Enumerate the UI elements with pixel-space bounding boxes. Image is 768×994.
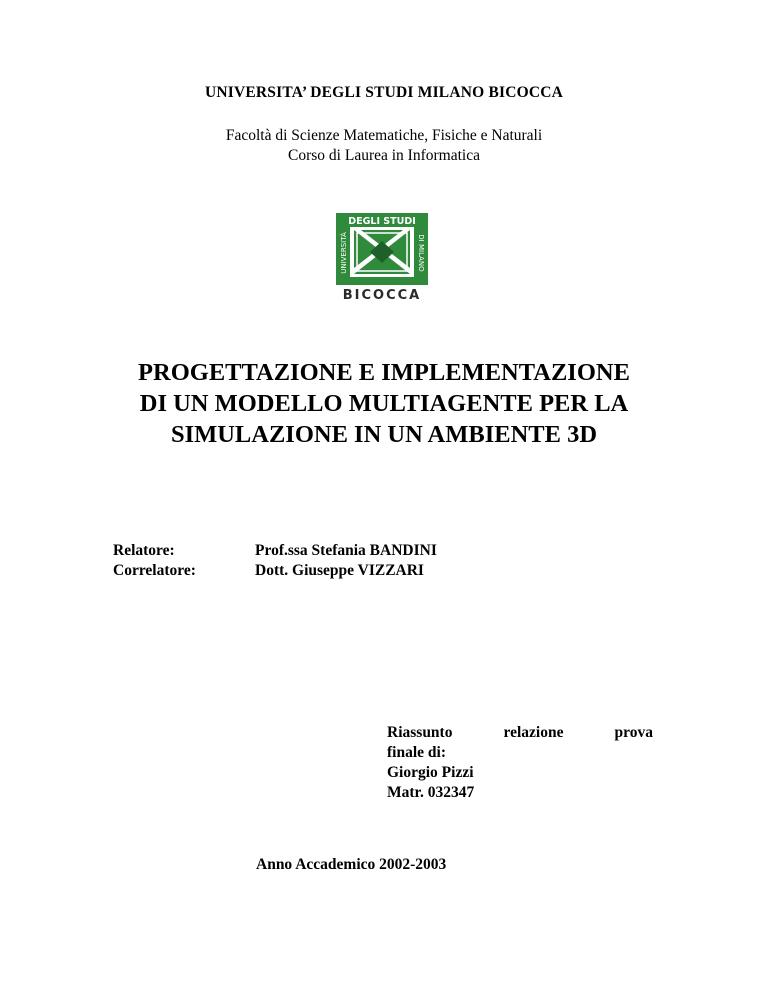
faculty-block [0, 126, 768, 166]
logo-text-bottom: BICOCCA [342, 288, 422, 301]
university-logo [336, 213, 428, 301]
author-name: Giorgio Pizzi [387, 764, 474, 781]
title-line-3: SIMULAZIONE IN UN AMBIENTE 3D [170, 421, 598, 448]
summary-block [387, 723, 653, 803]
relatore-name: Prof.ssa Stefania BANDINI [255, 542, 437, 559]
logo-text-right: DI MILANO [417, 234, 425, 272]
title-line-2: DI UN MODELLO MULTIAGENTE PER LA [139, 390, 629, 417]
academic-year: Anno Accademico 2002-2003 [256, 856, 447, 873]
summary-word-3: prova [614, 724, 653, 741]
supervisor-labels [113, 541, 196, 581]
student-id: Matr. 032347 [387, 784, 475, 801]
logo-text-top: DEGLI STUDI [348, 216, 416, 227]
summary-word-1: Riassunto [387, 724, 453, 741]
correlatore-name: Dott. Giuseppe VIZZARI [255, 562, 424, 579]
relatore-label: Relatore: [113, 542, 175, 559]
university-name: UNIVERSITA’ DEGLI STUDI MILANO BICOCCA [204, 84, 564, 101]
thesis-title [0, 357, 768, 450]
summary-word-2: relazione [503, 724, 564, 741]
course-name: Corso di Laurea in Informatica [288, 147, 480, 164]
supervisor-names [255, 541, 437, 581]
faculty-name: Facoltà di Scienze Matematiche, Fisiche e Naturali [225, 127, 543, 144]
summary-line-1 [387, 723, 653, 743]
summary-line-2: finale di: [387, 744, 446, 761]
logo-text-left: UNIVERSITÀ [340, 232, 348, 274]
correlatore-label: Correlatore: [113, 562, 196, 579]
title-line-1: PROGETTAZIONE E IMPLEMENTAZIONE [138, 359, 630, 386]
